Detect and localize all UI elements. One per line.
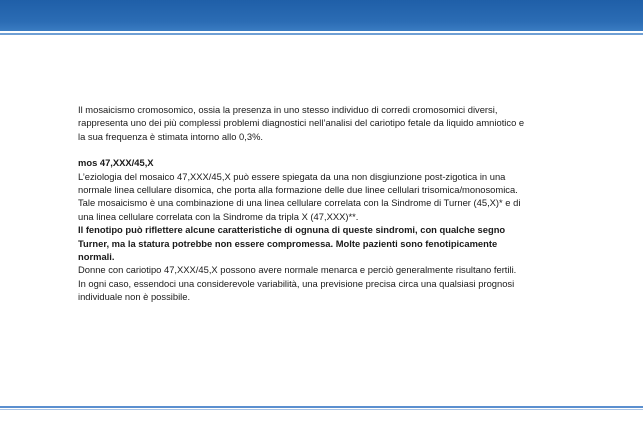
footer-rule [0, 406, 643, 408]
header-band [0, 0, 643, 31]
prognosis-paragraph: In ogni caso, essendoci una considerevole variabilità, una previsione precisa circa una qualsiasi prognosi individuale non è possibile. [78, 277, 515, 303]
intro-paragraph: Il mosaicismo cromosomico, ossia la presenza in uno stesso individuo di corredi cromosomici diversi, rappresenta uno dei più complessi problemi diagnostici nell’analisi del cariotipo fetale da liquido amniotico e la sua frequenza è stimata intorno allo 0,3%. [78, 104, 525, 142]
section-heading: mos 47,XXX/45,X [78, 157, 154, 169]
header-rule [0, 33, 643, 35]
etiology-paragraph: L’eziologia del mosaico 47,XXX/45,X può essere spiegata da una non disgiunzione post-zigotica in una normale linea cellulare disomica, che porta alla formazione delle due linee cellulari trisomica/monosomica. [78, 170, 518, 196]
document-body [78, 103, 528, 304]
phenotype-paragraph: Il fenotipo può riflettere alcune caratteristiche di ognuna di queste sindromi, con qualche segno Turner, ma la statura potrebbe non essere compromessa. Molte pazienti sono fenotipicamente normali. [78, 224, 506, 263]
combination-paragraph: Tale mosaicismo è una combinazione di una linea cellulare correlata con la Sindrome di Turner (45,X)* e di una linea cellulare correlata con la Sindrome da tripla X (47,XXX)**. [78, 197, 521, 222]
footer-rule-thin [0, 409, 643, 410]
paragraph-spacer [78, 143, 528, 156]
fertility-paragraph: Donne con cariotipo 47,XXX/45,X possono avere normale menarca e perciò generalmente risultano fertili. [78, 264, 517, 276]
